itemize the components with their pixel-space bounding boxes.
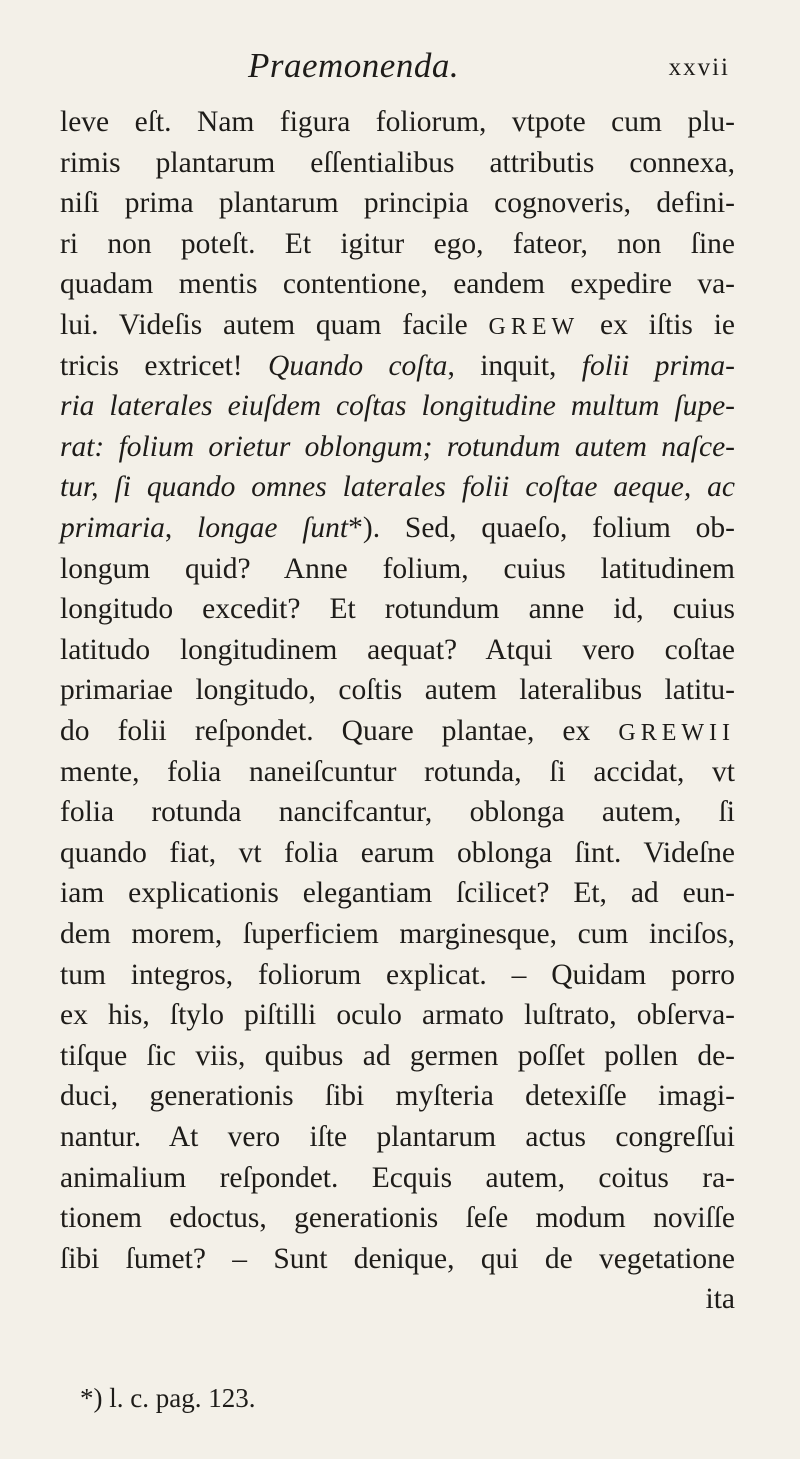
text-run: ex his, ſtylo piſtilli oculo armato luſtrato, obſerva-: [60, 999, 735, 1032]
text-run: tiſque ſic viis, quibus ad germen poſſet pollen de-: [60, 1039, 735, 1072]
text-run: iam explicationis elegantiam ſcilicet? Et, ad eun-: [60, 877, 735, 910]
page-number: xxvii: [668, 54, 730, 81]
text-line: [60, 1077, 735, 1117]
text-line: [60, 793, 735, 833]
text-line: [60, 428, 735, 468]
text-line: [60, 1280, 735, 1320]
text-line: [60, 753, 735, 793]
text-line: [60, 590, 735, 630]
small-caps-name: GREW: [488, 314, 580, 340]
text-run: tum integros, foliorum explicat. – Quidam porro: [60, 958, 735, 991]
text-line: [60, 306, 735, 346]
text-line: [60, 509, 735, 549]
text-run: tionem edoctus, generationis ſeſe modum noviſſe: [60, 1202, 735, 1235]
italic-quote: primaria: [60, 512, 165, 544]
text-run: rimis plantarum eſſentialibus attributis connexa,: [60, 146, 735, 179]
text-run: primariae longitudo, coſtis autem lateralibus latitu-: [60, 674, 735, 707]
text-run: latitudo longitudinem aequat? Atqui vero coſtae: [60, 633, 735, 666]
text-line: [60, 347, 735, 387]
text-run: longum quid? Anne folium, cuius latitudinem: [60, 552, 735, 585]
text-line: [60, 631, 735, 671]
text-run: longitudo excedit? Et rotundum anne id, cuius: [60, 593, 735, 626]
text-run: nantur. At vero iſte plantarum actus congreſſui: [60, 1121, 735, 1153]
text-line: [60, 184, 735, 224]
text-run: ſibi ſumet? – Sunt denique, qui de vegetatione: [60, 1242, 735, 1275]
text-line: [60, 996, 735, 1036]
text-run: niſi prima plantarum principia cognoveris, defini-: [60, 187, 735, 220]
italic-quote: longae ſunt: [197, 512, 349, 544]
text-run: , inquit,: [447, 349, 582, 382]
italic-quote: folii prima-: [581, 349, 735, 382]
italic-quote: Quando coſta: [268, 349, 448, 382]
text-run: ri non poteſt. Et igitur ego, fateor, non ſine: [60, 227, 735, 260]
text-run: tricis extricet!: [60, 349, 269, 382]
text-run: animalium reſpondet. Ecquis autem, coitus ra-: [60, 1161, 735, 1194]
running-title: Praemonenda.: [248, 46, 460, 85]
italic-quote: tur, ſi quando omnes laterales folii coſtae aeque, ac: [60, 471, 735, 504]
text-line: [60, 956, 735, 996]
italic-quote: rat: folium orietur oblongum; rotundum autem naſce-: [60, 430, 735, 463]
text-run: dem morem, ſuperficiem marginesque, cum inciſos,: [60, 918, 735, 950]
text-line: [60, 144, 735, 184]
text-line: [60, 874, 735, 914]
text-line: [60, 103, 735, 143]
text-run: folia rotunda nancifcantur, oblonga autem, ſi: [60, 796, 735, 829]
text-run: do folii reſpondet. Quare plantae, ex: [60, 715, 619, 747]
text-run: ita: [705, 1283, 735, 1316]
italic-quote: ria laterales eiuſdem coſtas longitudine multum ſupe-: [60, 390, 735, 423]
text-run: mente, folia naneiſcuntur rotunda, ſi accidat, vt: [60, 755, 735, 788]
text-line: [60, 1240, 735, 1280]
running-head: [248, 40, 730, 90]
text-run: leve eſt. Nam figura foliorum, vtpote cum plu-: [60, 106, 735, 138]
text-line: [60, 915, 735, 955]
text-line: [60, 265, 735, 305]
text-line: [60, 671, 735, 711]
text-line: [60, 1118, 735, 1158]
text-line: [60, 387, 735, 427]
text-line: [60, 550, 735, 590]
text-run: quadam mentis contentione, eandem expedire va-: [60, 268, 735, 301]
text-line: [60, 1199, 735, 1239]
text-run: ,: [164, 512, 198, 544]
text-line: [60, 468, 735, 508]
small-caps-name: GREWII: [618, 720, 735, 746]
text-run: *). Sed, quaeſo, folium ob-: [348, 512, 735, 544]
text-line: [60, 712, 735, 752]
footnote: *) l. c. pag. 123.: [80, 1383, 256, 1413]
text-run: ex iſtis ie: [579, 309, 735, 341]
text-line: [60, 834, 735, 874]
text-line: [60, 1159, 735, 1199]
text-run: quando fiat, vt folia earum oblonga ſint. Videſne: [60, 836, 735, 869]
text-run: lui. Videſis autem quam facile: [60, 309, 489, 341]
text-line: [60, 1037, 735, 1077]
text-run: duci, generationis ſibi myſteria detexiſſe imagi-: [60, 1080, 735, 1113]
text-line: [60, 225, 735, 265]
